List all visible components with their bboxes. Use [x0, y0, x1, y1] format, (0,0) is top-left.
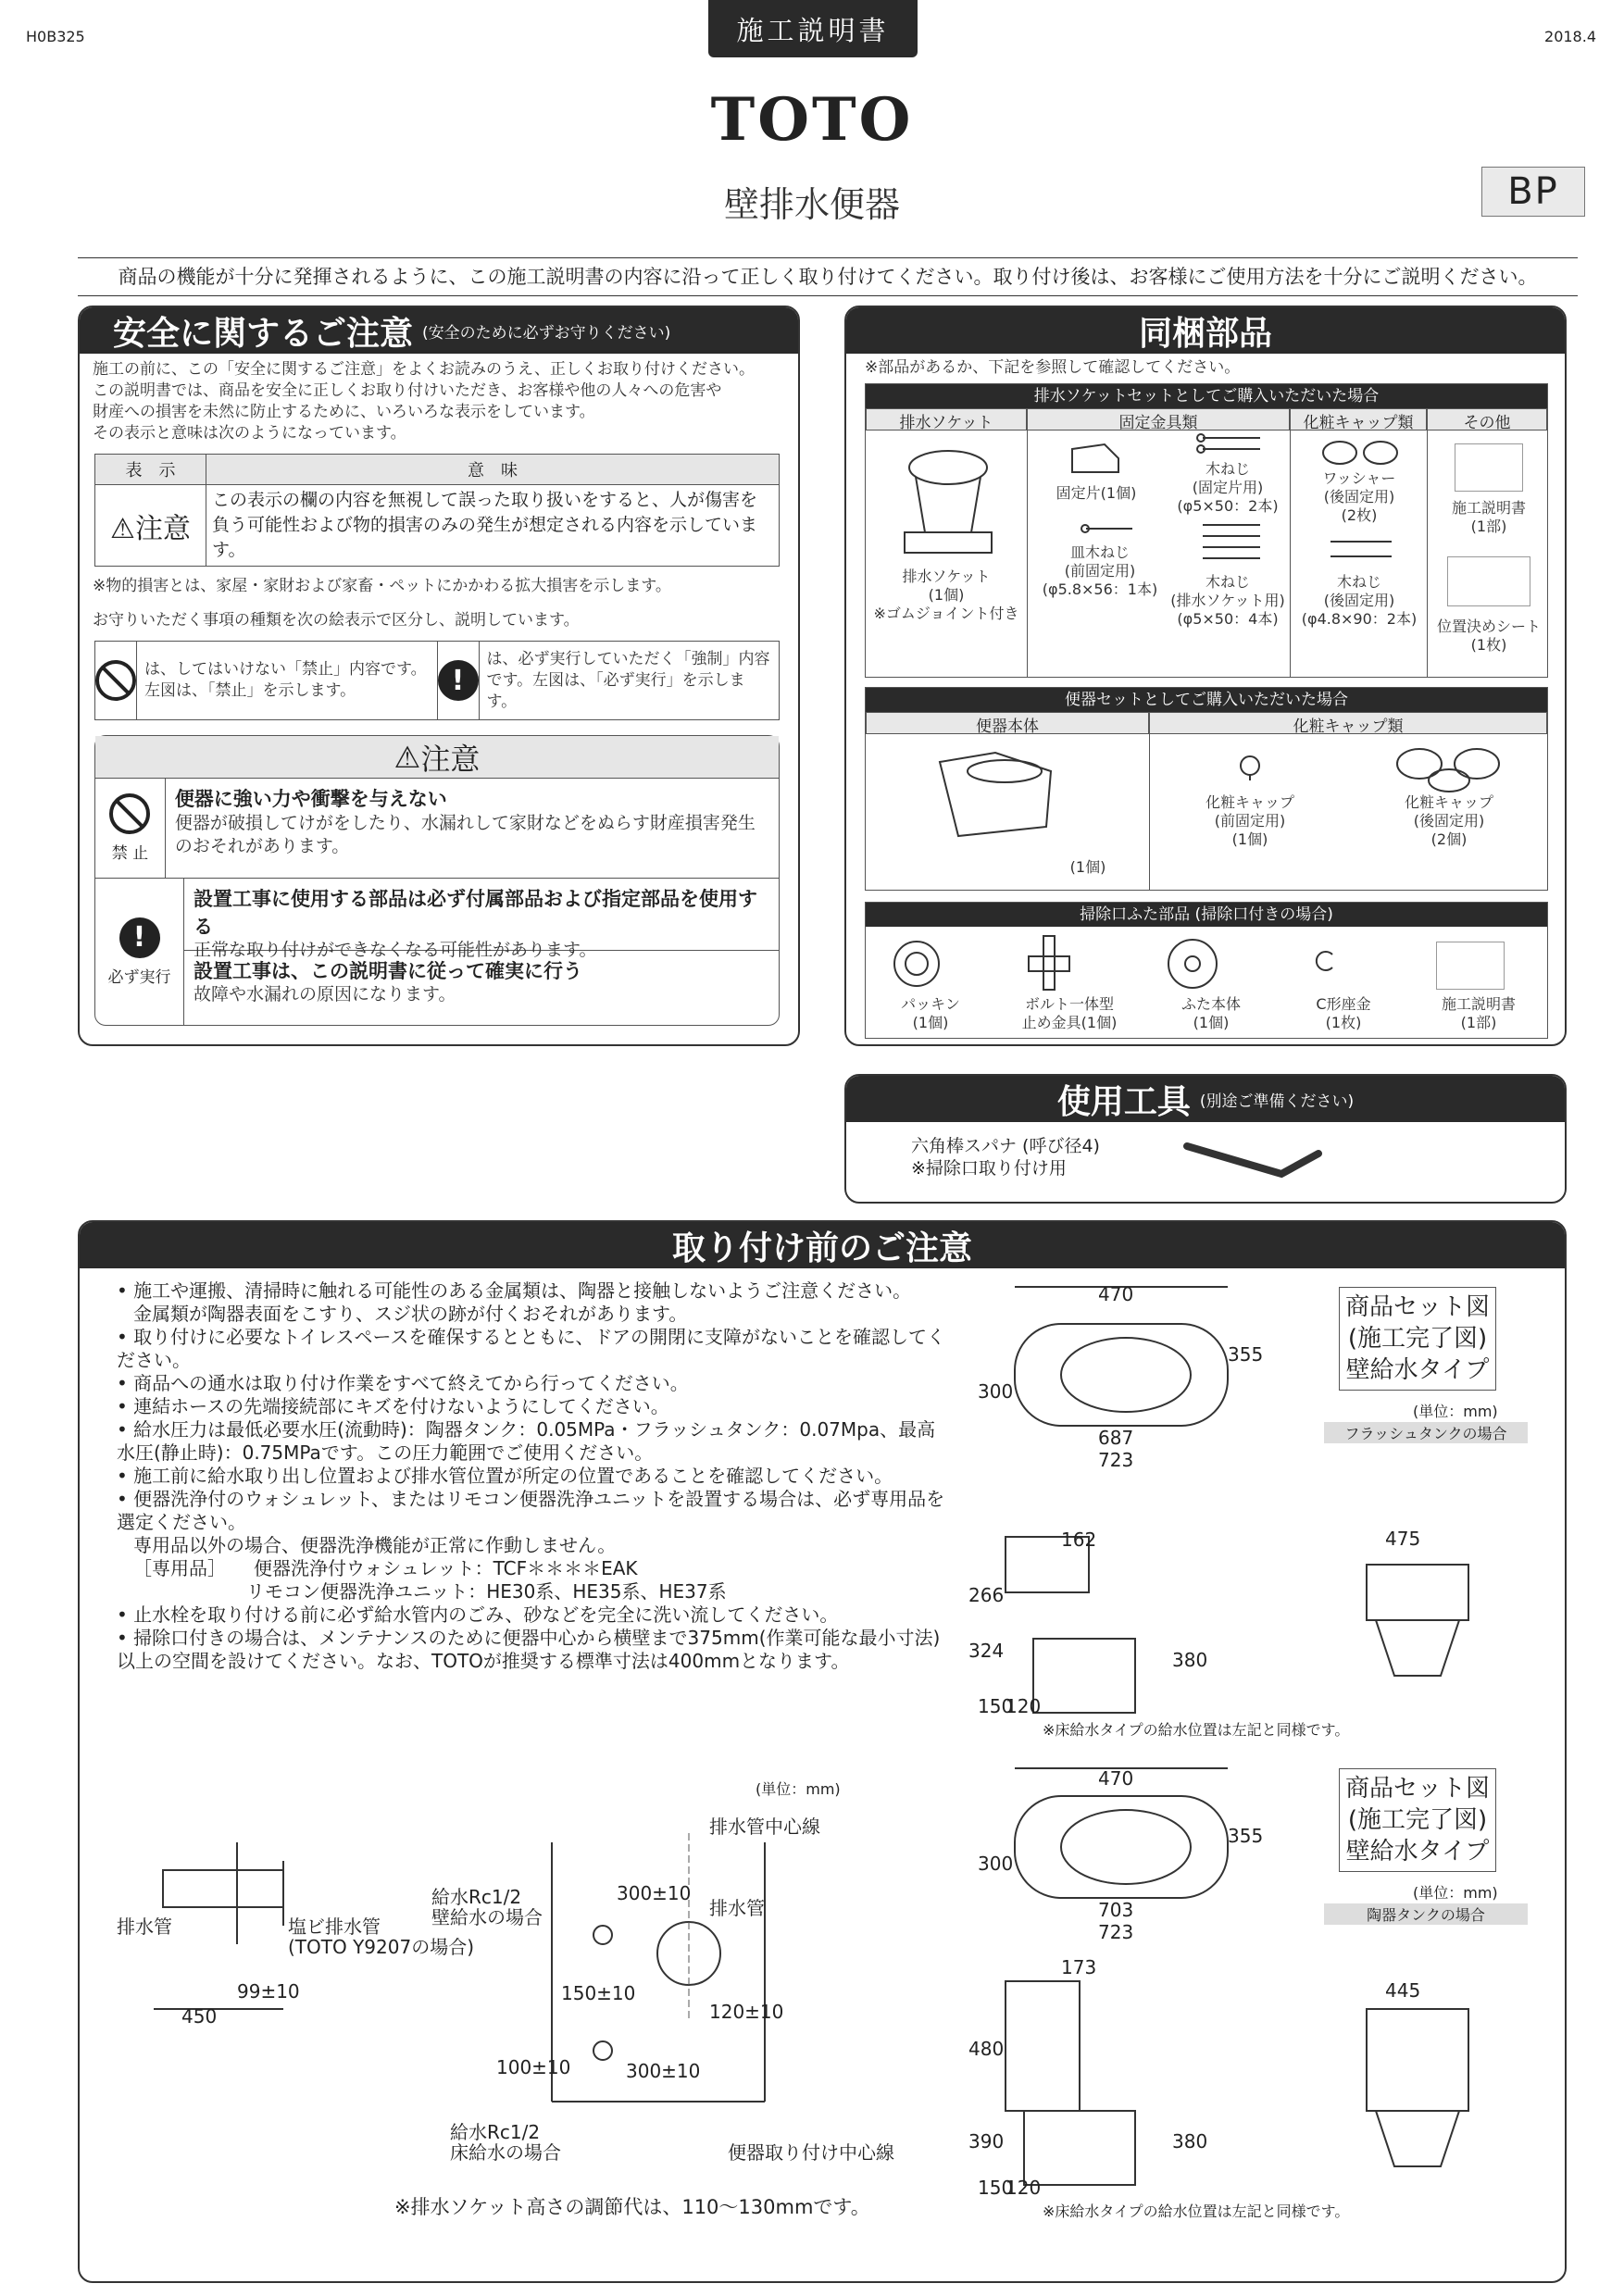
- item-title: 設置工事に使用する部品は必ず付属部品および指定部品を使用する: [194, 888, 757, 938]
- caution-label: 注意: [134, 512, 191, 545]
- cap-front-label: 化粧キャップ: [1205, 793, 1294, 811]
- dim-162: 162: [1061, 1529, 1097, 1551]
- socket-screw-illustration: [1195, 519, 1269, 569]
- bowl-qty: (1個): [1069, 858, 1106, 876]
- dim-173: 173: [1061, 1956, 1097, 1978]
- set1-unit: (単位：mm): [1413, 1403, 1498, 1420]
- screw-illustration: [1195, 430, 1269, 458]
- signal-word-table: [94, 454, 780, 567]
- precaution-text: 掃除口付きの場合は、メンテナンスのために便器中心から横壁まで375mm(作業可能な最小寸法)以上の空間を設けてください。なお、TOTOが推奨する標準寸法は400mmとなります。: [117, 1627, 941, 1672]
- page-title: 壁排水便器: [723, 184, 900, 225]
- set3-item-name: ふた本体: [1181, 995, 1241, 1013]
- dim-150: 150: [978, 1695, 1014, 1717]
- screw-fix-use: (固定片用): [1192, 479, 1264, 496]
- precaution-item: • 連結ホースの先端接続部にキズを付けないようにしてください。: [117, 1395, 669, 1417]
- set1-note: ※床給水タイプの給水位置は左記と同様です。: [1043, 1721, 1350, 1739]
- manual-illustration: [1455, 443, 1523, 492]
- set3-item-name: パッキン: [901, 995, 960, 1013]
- tool-name: 六角棒スパナ (呼び径4): [911, 1136, 1100, 1156]
- precaution-list: [117, 1279, 950, 1673]
- caution-meaning: この表示の欄の内容を無視して誤った取り扱いをすると、人が傷害を負う可能性および物的損害のみの発生が想定される内容を示しています。: [206, 485, 780, 567]
- precautions-title: 取り付け前のご注意: [671, 1229, 972, 1267]
- dim-470: 470: [1098, 1283, 1134, 1305]
- parts-set-3: [865, 902, 1548, 1039]
- drain-socket-illustration: [897, 440, 999, 560]
- set3-item-qty: (1個): [912, 1014, 949, 1031]
- parts-panel: [844, 306, 1567, 1046]
- col-display: 表 示: [95, 455, 206, 485]
- set-label-line: (施工完了図): [1347, 1325, 1488, 1353]
- item-title: 便器に強い力や衝撃を与えない: [174, 788, 447, 810]
- dim-480: 480: [968, 2038, 1005, 2060]
- cap-front-illustration: [1236, 755, 1264, 782]
- precaution-text: 施工前に給水取り出し位置および排水管位置が所定の位置であることを確認してください。: [133, 1465, 893, 1487]
- document-date: 2018.4: [1544, 28, 1596, 45]
- dim-390: 390: [968, 2130, 1005, 2152]
- prohibit-label: 禁 止: [111, 844, 149, 863]
- doc-type-badge: 施工説明書: [708, 0, 918, 57]
- prohibit-icon: [109, 793, 150, 834]
- cap-rear-use: (後固定用): [1413, 812, 1485, 830]
- parts-note: ※部品があるか、下記を参照して確認してください。: [865, 358, 1241, 377]
- precaution-text: 便器洗浄付のウォシュレット、またはリモコン便器洗浄ユニットを設置する場合は、必ず専用品を選定ください。: [117, 1488, 945, 1533]
- pvc-model-label: (TOTO Y9207の場合): [288, 1936, 474, 1958]
- set2-unit: (単位：mm): [1413, 1884, 1498, 1902]
- dim-266: 266: [968, 1584, 1005, 1606]
- dim-470: 470: [1098, 1767, 1134, 1790]
- set3-item-name: 施工説明書: [1441, 995, 1516, 1013]
- dedicated-row: [117, 1557, 950, 1580]
- fix-piece-label: 固定片(1個): [1056, 484, 1137, 502]
- caution-item-1: [95, 779, 779, 879]
- mandatory-text: は、必ず実行していただく「強制」内容です。左図は、「必ず実行」を示します。: [486, 649, 770, 711]
- dim-120: 120: [1006, 1695, 1042, 1717]
- model-badge: BP: [1481, 167, 1585, 217]
- safety-title: 安全に関するご注意: [113, 314, 414, 353]
- item-desc: 便器が破損してけがをしたり、水漏れして家財などをぬらす財産損害発生のおそれがあります。: [174, 813, 756, 856]
- dim-723: 723: [1098, 1449, 1134, 1471]
- safety-lead-line: 財産への損害を未然に防止するために、いろいろな表示をしています。: [93, 403, 595, 421]
- socket-height-note: ※排水ソケット高さの調節代は、110〜130mmです。: [394, 2196, 870, 2218]
- set-label-line: 商品セット図: [1345, 1775, 1491, 1803]
- safety-lead: [80, 354, 798, 444]
- caution-item-must: [95, 879, 779, 1025]
- set1-col: 化粧キャップ類: [1290, 408, 1427, 430]
- dim-703: 703: [1098, 1899, 1134, 1921]
- set2-type: 陶器タンクの場合: [1324, 1903, 1528, 1925]
- precaution-item: • 施工や運搬、清掃時に触れる可能性のある金属類は、陶器と接触しないようご注意ください。: [117, 1279, 912, 1302]
- pvc-pipe-label: 塩ビ排水管: [288, 1915, 381, 1938]
- set3-item-name: ボルト一体型: [1024, 995, 1114, 1013]
- dim-380: 380: [1172, 2130, 1208, 2152]
- symbol-legend: [94, 641, 780, 720]
- manual-label: 施工説明書: [1451, 499, 1526, 517]
- tools-subtitle: (別途ご準備ください): [1199, 1092, 1355, 1111]
- packing-illustration: [884, 936, 949, 993]
- dim-450: 450: [181, 2005, 218, 2028]
- precaution-sub: 金属類が陶器表面をこすり、スジ状の跡が付くおそれがあります。: [133, 1303, 688, 1325]
- parts-set-2: [865, 687, 1548, 891]
- legend-mandatory: [438, 642, 780, 719]
- screw-flat-label: 皿木ねじ: [1069, 543, 1130, 561]
- set3-item: [1143, 995, 1279, 1032]
- dim-150: 150±10: [561, 1982, 636, 2004]
- caution-box-label: 注意: [420, 741, 481, 777]
- socket-qty: (1個): [928, 586, 965, 604]
- precaution-item: • 掃除口付きの場合は、メンテナンスのために便器中心から横壁まで375mm(作業可能な最小寸法)以上の空間を設けてください。なお、TOTOが推奨する標準寸法は400mmとなります。: [117, 1627, 941, 1672]
- drawing-unit: (単位：mm): [756, 1780, 841, 1798]
- washer-use: (後固定用): [1323, 488, 1395, 505]
- caution-box-title: [95, 736, 779, 779]
- manual-qty: (1部): [1470, 518, 1507, 535]
- set2-col: 化粧キャップ類: [1149, 712, 1547, 734]
- screw-sock-size: (φ5×50：4本): [1177, 610, 1279, 628]
- rear-screw-illustration: [1323, 534, 1397, 566]
- pipe-drain-label: 排水管: [117, 1915, 172, 1938]
- positioning-sheet-illustration: [1447, 556, 1530, 606]
- safety-lead-line: その表示と意味は次のようになっています。: [93, 424, 406, 443]
- set2-col: 便器本体: [866, 712, 1149, 734]
- set3-title: 掃除口ふた部品 (掃除口付きの場合): [866, 903, 1547, 927]
- set1-title: 排水ソケットセットとしてご購入いただいた場合: [866, 384, 1547, 408]
- set3-item: [1279, 995, 1408, 1032]
- screw-flat-size: (φ5.8×56：1本): [1042, 580, 1158, 598]
- dedicated-label: ［専用品］: [133, 1557, 226, 1579]
- parts-title: 同梱部品: [1138, 314, 1272, 353]
- precaution-item: • 商品への通水は取り付け作業をすべて終えてから行ってください。: [117, 1372, 689, 1394]
- precautions-panel: [78, 1220, 1567, 2283]
- precaution-text: 商品への通水は取り付け作業をすべて終えてから行ってください。: [133, 1372, 689, 1394]
- set1-type: フラッシュタンクの場合: [1324, 1422, 1528, 1443]
- dim-355: 355: [1228, 1343, 1264, 1366]
- supply-wall-note: 壁給水の場合: [431, 1906, 543, 1928]
- washer-qty: (2枚): [1341, 506, 1378, 524]
- set2-columns: [866, 712, 1547, 734]
- dim-120: 120±10: [709, 2001, 784, 2023]
- screw-sock-use: (排水ソケット用): [1170, 592, 1285, 609]
- dedicated-item: リモコン便器洗浄ユニット：HE30系、HE35系、HE37系: [246, 1580, 727, 1603]
- bowl-center-label: 便器取り付け中心線: [728, 2141, 894, 2164]
- precaution-text: 取り付けに必要なトイレスペースを確保するとともに、ドアの開閉に支障がないことを確認してください。: [117, 1326, 945, 1371]
- screw-sock-label: 木ねじ: [1205, 573, 1250, 591]
- parts-set-1: [865, 383, 1548, 678]
- set1-col: 固定金具類: [1027, 408, 1290, 430]
- socket-note: ※ゴムジョイント付き: [873, 605, 1019, 622]
- legend-prohibit: [95, 642, 438, 719]
- set3-item-qty: (1枚): [1325, 1014, 1362, 1031]
- prohibit-text: は、してはいけない「禁止」内容です。左図は、「禁止」を示します。: [144, 660, 427, 700]
- set3-item-qty: (1個): [1193, 1014, 1230, 1031]
- precaution-sub: 専用品以外の場合、便器洗浄機能が正常に作動しません。: [133, 1534, 617, 1556]
- item-desc: 正常な取り付けができなくなる可能性があります。: [194, 940, 597, 960]
- set-label-line: 壁給水タイプ: [1345, 1838, 1490, 1866]
- set3-item: [995, 995, 1143, 1032]
- set3-item-qty: 止め金具(1個): [1021, 1014, 1118, 1031]
- tool-note: ※掃除口取り付け用: [911, 1158, 1067, 1179]
- item-title: 設置工事は、この説明書に従って確実に行う: [194, 960, 582, 982]
- supply-wall-label: 給水Rc1/2: [431, 1886, 522, 1908]
- bolt-fitting-illustration: [1023, 932, 1079, 997]
- cap-front-qty: (1個): [1231, 830, 1268, 848]
- drain-center-label: 排水管中心線: [709, 1816, 820, 1838]
- precaution-text: 止水栓を取り付ける前に必ず給水管内のごみ、砂などを完全に洗い流してください。: [133, 1603, 839, 1626]
- cap-front-use: (前固定用): [1214, 812, 1286, 830]
- precaution-text: 連結ホースの先端接続部にキズを付けないようにしてください。: [133, 1395, 669, 1417]
- set1-front-view: [1330, 1528, 1496, 1694]
- set-drawing-flush-tank: [950, 1278, 1264, 1768]
- supply-floor-label: 給水Rc1/2: [450, 2121, 541, 2143]
- screw-flat-use: (前固定用): [1064, 562, 1136, 580]
- fixing-piece-illustration: [1068, 440, 1123, 477]
- set1-label-box: [1339, 1287, 1496, 1391]
- dim-300-top: 300±10: [617, 1882, 692, 1904]
- precaution-item: • 給水圧力は最低必要水圧(流動時)：陶器タンク：0.05MPa・フラッシュタンク：0.07Mpa、最高水圧(静止時)：0.75MPaです。この圧力範囲でご使用ください。: [117, 1418, 936, 1464]
- warning-triangle-icon: ⚠: [110, 512, 135, 545]
- set2-title: 便器セットとしてご購入いただいた場合: [866, 688, 1547, 712]
- mandatory-icon: !: [438, 660, 479, 701]
- bowl-illustration: [931, 743, 1060, 845]
- screw-fix-label: 木ねじ: [1205, 460, 1250, 478]
- prohibit-icon: [95, 660, 136, 701]
- plan-drain-label: 排水管: [709, 1897, 765, 1919]
- dim-355: 355: [1228, 1825, 1264, 1847]
- cap-rear-qty: (2個): [1430, 830, 1468, 848]
- caution-box: [94, 735, 780, 1026]
- precaution-text: 施工や運搬、清掃時に触れる可能性のある金属類は、陶器と接触しないようご注意ください。: [133, 1279, 912, 1302]
- caution-signal: [95, 485, 206, 567]
- screw-rear-label: 木ねじ: [1336, 573, 1381, 591]
- mandatory-icon: !: [119, 917, 160, 958]
- precaution-item: • 便器洗浄付のウォシュレット、またはリモコン便器洗浄ユニットを設置する場合は、必ず専用品を選定ください。: [117, 1488, 945, 1533]
- precautions-header: [80, 1222, 1565, 1268]
- screw-rear-size: (φ4.8×90：2本): [1301, 610, 1418, 628]
- set-drawing-ceramic-tank: [950, 1759, 1264, 2259]
- brand-logo: TOTO: [710, 85, 914, 155]
- precaution-text: 給水圧力は最低必要水圧(流動時)：陶器タンク：0.05MPa・フラッシュタンク：0.07Mpa、最高水圧(静止時)：0.75MPaです。この圧力範囲でご使用ください。: [117, 1418, 936, 1464]
- damage-note: ※物的損害とは、家屋・家財および家畜・ペットにかかわる拡大損害を示します。: [93, 577, 671, 595]
- plan-drawing: [431, 1796, 913, 2185]
- dim-445: 445: [1385, 1979, 1421, 2002]
- intro-text: 商品の機能が十分に発揮されるように、この施工説明書の内容に沿って正しく取り付けてください。取り付け後は、お客様にご使用方法を十分にご説明ください。: [78, 257, 1578, 296]
- precaution-item: • 止水栓を取り付ける前に必ず給水管内のごみ、砂などを完全に洗い流してください。: [117, 1603, 839, 1626]
- warning-triangle-icon: ⚠: [394, 739, 421, 775]
- set3-item-name: C形座金: [1316, 995, 1371, 1013]
- set3-item: [866, 995, 995, 1032]
- sheet-label: 位置決めシート: [1436, 618, 1541, 635]
- set1-col: 排水ソケット: [866, 408, 1027, 430]
- tools-panel: [844, 1074, 1567, 1204]
- dedicated-item: 便器洗浄付ウォシュレット：TCF＊＊＊＊EAK: [254, 1557, 638, 1579]
- set2-note: ※床給水タイプの給水位置は左記と同様です。: [1043, 2202, 1350, 2220]
- dim-300: 300: [978, 1380, 1014, 1403]
- set3-item: [1408, 995, 1549, 1032]
- tool-item: [911, 1135, 1100, 1179]
- dim-687: 687: [1098, 1427, 1134, 1449]
- precaution-item: • 取り付けに必要なトイレスペースを確保するとともに、ドアの開閉に支障がないことを確認してください。: [117, 1326, 945, 1371]
- dim-380: 380: [1172, 1649, 1208, 1671]
- cap-rear-label: 化粧キャップ: [1404, 793, 1493, 811]
- c-washer-illustration: [1312, 947, 1340, 975]
- supply-floor-note: 床給水の場合: [450, 2141, 561, 2164]
- safety-panel: [78, 306, 800, 1046]
- safety-header: [80, 307, 798, 354]
- safety-lead-line: 施工の前に、この「安全に関するご注意」をよくお読みのうえ、正しくお取り付けください。: [93, 360, 756, 379]
- parts-header: [846, 307, 1565, 354]
- dim-300: 300: [978, 1853, 1014, 1875]
- tools-title: 使用工具: [1056, 1082, 1191, 1121]
- sheet-qty: (1枚): [1470, 636, 1507, 654]
- dim-99: 99±10: [237, 1980, 300, 2003]
- item-desc: 故障や水漏れの原因になります。: [194, 984, 456, 1004]
- set1-columns: [866, 408, 1547, 430]
- screw-fix-size: (φ5×50：2本): [1177, 497, 1279, 515]
- set2-front-view: [1330, 1981, 1496, 2185]
- set-label-line: 壁給水タイプ: [1345, 1356, 1490, 1384]
- set-label-line: (施工完了図): [1347, 1806, 1488, 1834]
- dim-324: 324: [968, 1640, 1005, 1662]
- mandatory-label: 必ず実行: [107, 967, 171, 987]
- dim-100: 100±10: [496, 2056, 571, 2078]
- safety-subtitle: (安全のために必ずお守りください): [422, 323, 671, 343]
- lid-illustration: [1162, 936, 1223, 993]
- set2-label-box: [1339, 1768, 1496, 1872]
- tools-header: [846, 1076, 1565, 1122]
- set1-col: その他: [1427, 408, 1547, 430]
- dim-300-bottom: 300±10: [626, 2060, 701, 2082]
- hex-wrench-icon: [1180, 1137, 1328, 1183]
- set-label-line: 商品セット図: [1345, 1293, 1491, 1321]
- dim-150: 150: [978, 2177, 1014, 2199]
- col-meaning: 意 味: [206, 455, 780, 485]
- screw-rear-use: (後固定用): [1323, 592, 1395, 609]
- set3-labels: [866, 995, 1549, 1032]
- cap-rear-illustration: [1393, 743, 1505, 795]
- washer-label: ワッシャー: [1322, 469, 1396, 487]
- manual-illustration: [1436, 942, 1505, 990]
- precaution-item: • 施工前に給水取り出し位置および排水管位置が所定の位置であることを確認してください。: [117, 1465, 893, 1487]
- dim-723: 723: [1098, 1921, 1134, 1943]
- dim-475: 475: [1385, 1528, 1421, 1550]
- dim-120: 120: [1006, 2177, 1042, 2199]
- kinds-note: お守りいただく事項の種類を次の絵表示で区分し、説明しています。: [93, 611, 580, 630]
- flat-screw-illustration: [1081, 521, 1136, 536]
- safety-lead-line: この説明書では、商品を安全に正しくお取り付けいただき、お客様や他の人々への危害や: [93, 381, 722, 400]
- washer-illustration: [1319, 438, 1403, 468]
- set3-item-qty: (1部): [1460, 1014, 1497, 1031]
- socket-label: 排水ソケット: [902, 568, 991, 585]
- document-code: H0B325: [26, 28, 85, 45]
- drain-pipe-drawing: [98, 1824, 487, 2055]
